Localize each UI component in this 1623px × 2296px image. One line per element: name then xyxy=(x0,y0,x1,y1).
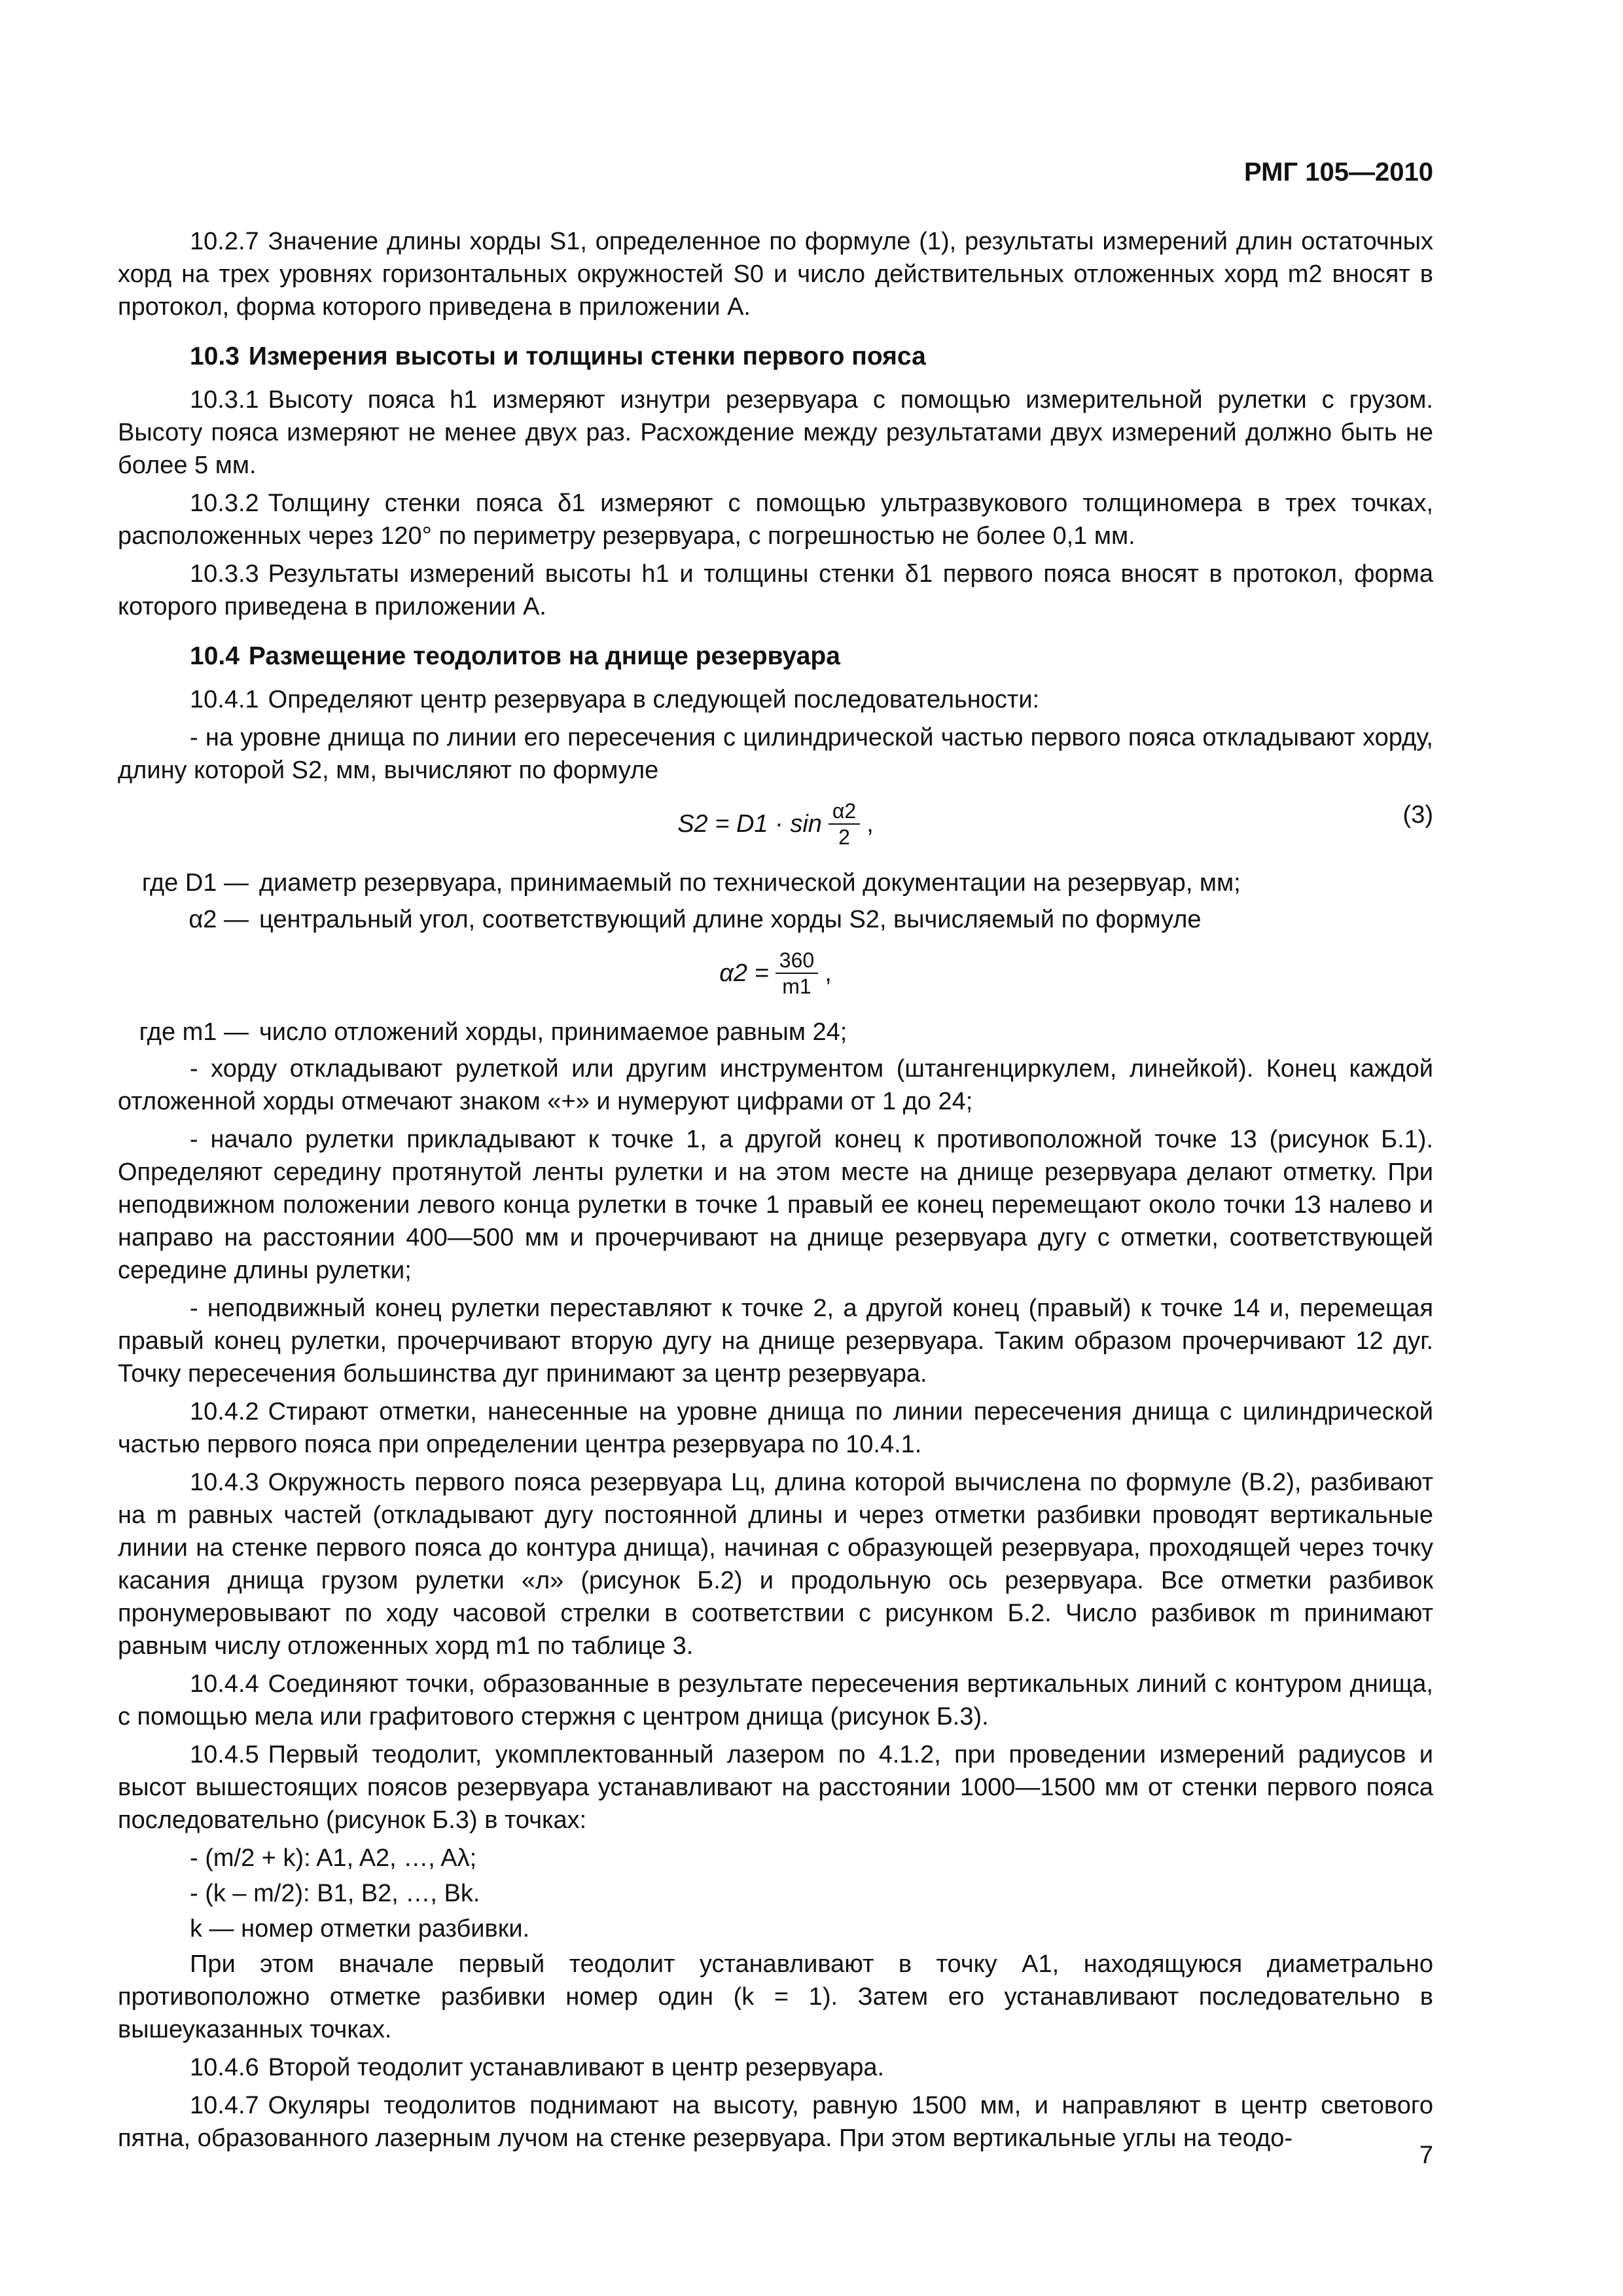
clause-number: 10.4.4 xyxy=(190,1670,259,1698)
clause-text: Окружность первого пояса резервуара Lц, длина которой вычислена по формуле (В.2), разбивают на m равных частей (откладывают дугу постоянной длины и через отметки разбивки проводят вертикальные линии на стенке первого пояса до контура днища), начиная с образующей резервуара, проходящей через точку касания днища грузом рулетки «л» (рисунок Б.2) и продольную ось резервуара. Все отметки разбивок пронумеровывают по ходу часовой стрелки в соответствии с рисунком Б.2. Число разбивок m принимают равным числу отложенных хорд m1 по таблице 3. xyxy=(118,1469,1433,1660)
paragraph-10-3-2 xyxy=(118,487,1433,552)
formula-fraction xyxy=(776,948,818,999)
clause-number: 10.4.6 xyxy=(190,2054,259,2081)
paragraph-10-4-5 xyxy=(118,1738,1433,1837)
formula-3 xyxy=(118,798,1433,855)
document-code: РМГ 105—2010 xyxy=(1244,158,1433,187)
fraction-denominator: 2 xyxy=(838,825,850,849)
heading-title: Размещение теодолитов на днище резервуара xyxy=(248,642,840,670)
clause-number: 10.4.5 xyxy=(190,1741,259,1768)
clause-number: 10.3.2 xyxy=(190,490,259,517)
where-symbol: α2 — xyxy=(188,906,249,933)
heading-number: 10.4 xyxy=(190,642,240,670)
where-description: число отложений хорды, принимаемое равным 24; xyxy=(259,1018,847,1046)
where-row xyxy=(118,903,1433,936)
formula-fraction xyxy=(829,798,860,850)
clause-number: 10.4.2 xyxy=(190,1398,259,1426)
where-symbol: где m1 — xyxy=(139,1018,249,1046)
where-description: диаметр резервуара, принимаемый по технической документации на резервуар, мм; xyxy=(259,869,1241,897)
paragraph-10-4-6 xyxy=(118,2051,1433,2084)
bullet-tape-arc-1: - начало рулетки прикладывают к точке 1, а другой конец к противоположной точке 13 (рисунок Б.1). Определяют середину протянутой ленты рулетки и на этом месте на днище резервуара делают отметку. При неподвижном положении левого конца рулетки в точке 1 правый ее конец перемещают около точки 13 налево и направо на расстоянии 400—500 мм и прочерчивают на днище резервуара дугу с отметки, соответствующей середине длины рулетки; xyxy=(118,1126,1433,1284)
paragraph-10-4-7 xyxy=(118,2089,1433,2155)
point-list-a: - (m/2 + k): A1, A2, …, Aλ; xyxy=(190,1844,477,1872)
formula-tail: , xyxy=(825,960,832,987)
clause-number: 10.4.1 xyxy=(190,686,259,713)
clause-text: Окуляры теодолитов поднимают на высоту, равную 1500 мм, и направляют в центр светового пятна, образованного лазерным лучом на стенке резервуара. При этом вертикальные углы на теодо- xyxy=(118,2092,1433,2152)
fraction-numerator: α2 xyxy=(829,798,860,825)
paragraph-10-4-4 xyxy=(118,1668,1433,1733)
clause-text: Соединяют точки, образованные в результате пересечения вертикальных линий с контуром днища, с помощью мела или графитового стержня с центром днища (рисунок Б.3). xyxy=(118,1670,1433,1731)
clause-text: Результаты измерений высоты h1 и толщины стенки δ1 первого пояса вносят в протокол, форма которого приведена в приложении А. xyxy=(118,560,1433,620)
page-content xyxy=(118,225,1433,2160)
clause-text: Стирают отметки, нанесенные на уровне днища по линии пересечения днища с цилиндрической частью первого пояса при определении центра резервуара по 10.4.1. xyxy=(118,1398,1433,1458)
clause-number: 10.3.1 xyxy=(190,386,259,414)
clause-text: Определяют центр резервуара в следующей последовательности: xyxy=(268,686,1040,713)
section-heading-10-4 xyxy=(118,640,1433,673)
section-heading-10-3 xyxy=(118,340,1433,373)
fraction-numerator: 360 xyxy=(776,948,818,974)
paragraph-10-4-5-continued: При этом вначале первый теодолит устанавливают в точку A1, находящуюся диаметрально противоположно отметке разбивки номер один (k = 1). Затем его устанавливают последовательно в вышеуказанных точках. xyxy=(118,1950,1433,2043)
paragraph-10-2-7 xyxy=(118,225,1433,323)
clause-text: Второй теодолит устанавливают в центр резервуара. xyxy=(268,2054,885,2081)
where-row xyxy=(118,867,1433,899)
paragraph-10-4-3 xyxy=(118,1466,1433,1662)
formula-alpha xyxy=(118,948,1433,1004)
page-number: 7 xyxy=(1419,2142,1433,2169)
formula-lhs: α2 = xyxy=(719,960,769,987)
clause-text: Высоту пояса h1 измеряют изнутри резервуара с помощью измерительной рулетки с грузом. Высоту пояса измеряют не менее двух раз. Расхождение между результатами двух измерений должно быть не более 5 мм. xyxy=(118,386,1433,479)
formula-lhs: S2 = D1 · sin xyxy=(677,810,822,838)
clause-text: Толщину стенки пояса δ1 измеряют с помощью ультразвукового толщиномера в трех точках, расположенных через 120° по периметру резервуара, с погрешностью не более 0,1 мм. xyxy=(118,490,1433,550)
paragraph-10-4-1 xyxy=(118,683,1433,716)
bullet-chord-layout: - на уровне днища по линии его пересечения с цилиндрической частью первого пояса откладывают хорду, длину которой S2, мм, вычисляют по формуле xyxy=(118,724,1433,784)
heading-title: Измерения высоты и толщины стенки первого пояса xyxy=(248,342,926,370)
clause-number: 10.3.3 xyxy=(190,560,259,588)
formula-expression xyxy=(677,798,874,850)
clause-number: 10.4.7 xyxy=(190,2092,259,2119)
paragraph-10-4-2 xyxy=(118,1395,1433,1461)
bullet-tape-arc-2: - неподвижный конец рулетки переставляют к точке 2, а другой конец (правый) к точке 14 и, перемещая правый конец рулетки, прочерчивают вторую дугу на днище резервуара. Таким образом прочерчивают 12 дуг. Точку пересечения большинства дуг принимают за центр резервуара. xyxy=(118,1295,1433,1388)
where-symbol: где D1 — xyxy=(141,869,249,897)
clause-text: Первый теодолит, укомплектованный лазером по 4.1.2, при проведении измерений радиусов и высот вышестоящих поясов резервуара устанавливают на расстоянии 1000—1500 мм от стенки первого пояса последовательно (рисунок Б.3) в точках: xyxy=(118,1741,1433,1834)
clause-number: 10.4.3 xyxy=(190,1469,259,1496)
clause-number: 10.2.7 xyxy=(190,228,259,255)
where-description: центральный угол, соответствующий длине хорды S2, вычисляемый по формуле xyxy=(259,906,1202,933)
bullet-chord-marking: - хорду откладывают рулеткой или другим инструментом (штангенциркулем, линейкой). Конец каждой отложенной хорды отмечают знаком «+» и нумеруют цифрами от 1 до 24; xyxy=(118,1055,1433,1115)
heading-number: 10.3 xyxy=(190,342,240,370)
fraction-denominator: m1 xyxy=(782,975,812,998)
clause-text: Значение длины хорды S1, определенное по формуле (1), результаты измерений длин остаточных хорд на трех уровнях горизонтальных окружностей S0 и число действительных отложенных хорд m2 вносят в протокол, форма которого приведена в приложении А. xyxy=(118,228,1433,321)
point-list-b: - (k – m/2): B1, B2, …, Bk. xyxy=(190,1880,480,1907)
paragraph-10-3-1 xyxy=(118,384,1433,482)
paragraph-10-3-3 xyxy=(118,558,1433,623)
where-row xyxy=(118,1016,1433,1049)
formula-expression xyxy=(719,948,832,999)
k-definition: k — номер отметки разбивки. xyxy=(190,1915,530,1943)
formula-tail: , xyxy=(866,810,874,838)
equation-number: (3) xyxy=(1402,801,1433,829)
